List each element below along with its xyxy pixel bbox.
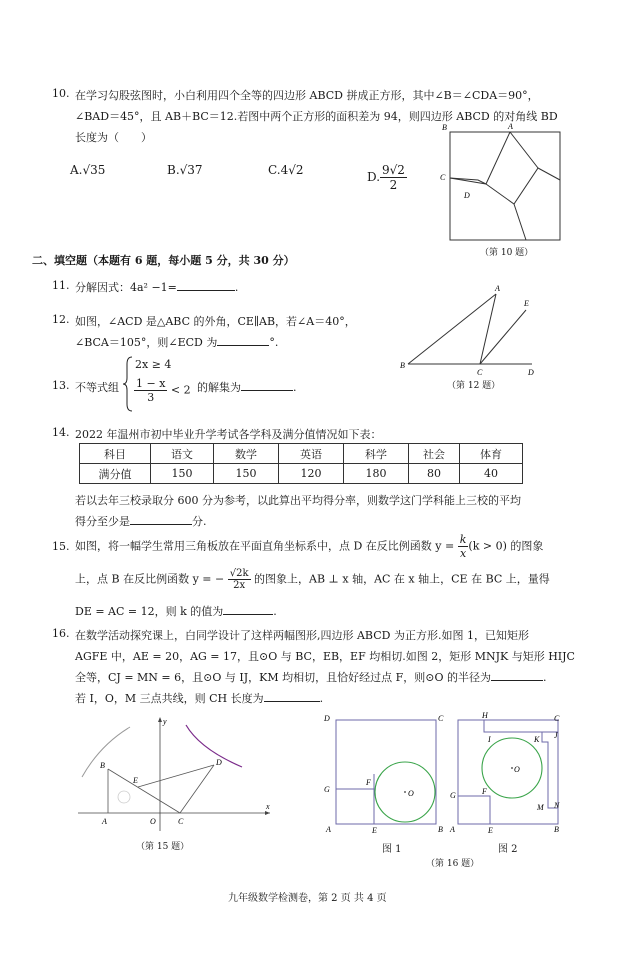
svg-text:y: y — [163, 717, 167, 726]
svg-text:x: x — [266, 802, 270, 811]
svg-text:K: K — [534, 735, 540, 744]
svg-text:A: A — [102, 817, 107, 826]
svg-text:C: C — [178, 817, 184, 826]
q15-line2b: 的图象上，AB ⊥ x 轴，AC 在 x 轴上，CE 在 BC 上，量得 — [254, 572, 550, 586]
table-header-cell: 英语 — [279, 444, 344, 464]
table-header-cell: 科学 — [344, 444, 409, 464]
q13-end: . — [293, 381, 297, 394]
q14-line2: 若以去年三校录取分 600 分为参考，以此算出平均得分率，则数学这门学科能上三校的平均 — [75, 494, 521, 507]
q16-line2: AGFE 中，AE = 20，AG = 17，且⊙O 与 BC，EB，EF 均相切.如图 2，矩形 MNJK 与矩形 HIJC — [75, 650, 575, 663]
q16-number: 16. — [52, 627, 70, 640]
q10-figure — [440, 124, 570, 246]
table-cell: 80 — [409, 464, 460, 484]
q16-line3 — [75, 669, 546, 685]
svg-text:N: N — [554, 801, 560, 810]
svg-text:C: C — [554, 714, 560, 723]
q15-prompt: DE = AC = 12，则 k 的值为 — [75, 605, 224, 618]
q12-line1: 如图，∠ACD 是△ABC 的外角，CE∥AB，若∠A＝40°， — [75, 315, 356, 328]
q12-figure — [400, 284, 545, 377]
q12-answer-blank[interactable] — [217, 334, 269, 346]
q13-suffix — [197, 379, 297, 395]
q11-number: 11. — [52, 279, 70, 292]
q15-caption: （第 15 题） — [136, 842, 190, 852]
q14-answer-blank[interactable] — [130, 513, 192, 525]
q10-option-a[interactable]: A.√35 — [70, 163, 106, 177]
q13-relation: < 2 — [170, 383, 191, 397]
q10-line2: ∠BAD＝45°，且 AB＋BC＝12.若图中两个正方形的面积差为 94，则四边形 ABCD 的对角线 BD — [75, 110, 558, 123]
q15-line1b: (k > 0) 的图象 — [468, 539, 544, 553]
svg-text:O: O — [514, 765, 520, 774]
q10-option-c[interactable]: C.4√2 — [268, 163, 304, 177]
svg-text:B: B — [400, 361, 405, 370]
table-header-cell: 数学 — [214, 444, 279, 464]
svg-text:D: D — [324, 714, 330, 723]
svg-text:F: F — [366, 778, 371, 787]
q13-suffix-text: 的解集为 — [197, 381, 241, 394]
q10-option-d-numerator: 9√2 — [382, 163, 405, 177]
q16-figure-2 — [450, 712, 575, 836]
q12-prompt: ∠BCA＝105°，则∠ECD 为 — [75, 336, 218, 349]
svg-text:G: G — [450, 791, 456, 800]
svg-text:D: D — [528, 368, 534, 377]
q14-prompt: 得分至少是 — [75, 515, 130, 528]
q11-text — [75, 279, 238, 295]
svg-text:C: C — [477, 368, 483, 377]
q11-prompt: 分解因式：4a² −1= — [75, 281, 177, 294]
svg-text:A: A — [450, 825, 455, 834]
svg-text:E: E — [488, 826, 493, 835]
svg-text:E: E — [133, 776, 138, 785]
svg-text:B: B — [442, 123, 447, 132]
q13-inequality-2 — [134, 377, 191, 404]
q16-line4 — [75, 690, 323, 706]
svg-text:M: M — [537, 803, 544, 812]
q15-number: 15. — [52, 540, 70, 553]
table-cell: 40 — [460, 464, 523, 484]
svg-text:D: D — [464, 191, 470, 200]
svg-text:D: D — [216, 758, 222, 767]
q13-number: 13. — [52, 379, 70, 392]
q15-end: . — [273, 605, 277, 618]
q10-option-d-denominator: 2 — [389, 178, 398, 192]
q15-line1 — [75, 533, 543, 560]
q15-answer-blank[interactable] — [223, 603, 273, 615]
svg-text:A: A — [495, 284, 500, 293]
svg-text:H: H — [482, 711, 488, 720]
q13-frac-numerator: 1 − x — [136, 377, 166, 390]
q16-prompt-radius: 全等，CJ = MN = 6，且⊙O 与 IJ，KM 均相切，且恰好经过点 F，则⊙O 的半径为 — [75, 671, 491, 684]
q15-figure — [70, 715, 275, 833]
q14-line3 — [75, 513, 207, 529]
q13-brace — [123, 356, 133, 412]
table-cell: 150 — [151, 464, 214, 484]
q16-line4-end: . — [319, 692, 324, 705]
q10-option-b[interactable]: B.√37 — [167, 163, 203, 177]
q13-frac-denominator: 3 — [147, 391, 155, 404]
q15-frac1-numerator: k — [459, 533, 467, 546]
q16-ch-blank[interactable] — [264, 690, 320, 702]
q12-line2 — [75, 334, 278, 350]
svg-text:B: B — [100, 761, 105, 770]
svg-text:B: B — [554, 825, 559, 834]
q16-figure-1-label: 图 1 — [382, 844, 402, 855]
q15-line3 — [75, 603, 277, 619]
table-cell: 满分值 — [80, 464, 151, 484]
svg-text:E: E — [372, 826, 377, 835]
table-cell: 120 — [279, 464, 344, 484]
q10-number: 10. — [52, 87, 70, 100]
q14-end: 分. — [192, 515, 207, 528]
section2-title: 二、填空题（本题有 6 题，每小题 5 分，共 30 分） — [32, 254, 295, 267]
svg-text:A: A — [326, 825, 331, 834]
svg-text:O: O — [150, 817, 156, 826]
q15-frac2-numerator: √2k — [229, 568, 249, 579]
q12-number: 12. — [52, 313, 70, 326]
q13-answer-blank[interactable] — [241, 379, 293, 391]
table-header-row — [80, 444, 523, 464]
q16-figure-2-label: 图 2 — [498, 844, 518, 855]
svg-text:A: A — [508, 122, 513, 131]
svg-text:O: O — [408, 789, 414, 798]
q16-line1: 在数学活动探究课上，白同学设计了这样两幅图形,四边形 ABCD 为正方形.如图 1，已知矩形 — [75, 629, 529, 642]
svg-text:B: B — [438, 825, 443, 834]
table-cell: 150 — [214, 464, 279, 484]
q11-answer-blank[interactable] — [177, 279, 235, 291]
q16-caption: （第 16 题） — [426, 859, 480, 869]
table-row — [80, 464, 523, 484]
q14-number: 14. — [52, 426, 70, 439]
q13-inequality-1: 2x ≥ 4 — [135, 358, 172, 371]
q10-line3: 长度为（ ） — [75, 131, 152, 144]
q10-line1: 在学习勾股弦图时，小白利用四个全等的四边形 ABCD 拼成正方形，其中∠B＝∠CDA＝90°， — [75, 89, 539, 102]
q15-frac2-denominator: 2x — [233, 580, 246, 591]
svg-text:I: I — [488, 735, 491, 744]
q16-line3-end: . — [542, 671, 547, 684]
table-header-cell: 科目 — [80, 444, 151, 464]
page-footer: 九年级数学检测卷，第 2 页 共 4 页 — [228, 893, 387, 904]
q15-line2a: 上，点 B 在反比例函数 y = − — [75, 572, 225, 586]
q10-caption: （第 10 题） — [480, 248, 534, 258]
svg-text:C: C — [438, 714, 444, 723]
table-header-cell: 语文 — [151, 444, 214, 464]
q12-caption: （第 12 题） — [447, 381, 501, 391]
table-header-cell: 社会 — [409, 444, 460, 464]
svg-text:F: F — [482, 787, 487, 796]
svg-text:G: G — [324, 785, 330, 794]
q13-prefix: 不等式组 — [75, 381, 119, 394]
q15-line1a: 如图，将一幅学生常用三角板放在平面直角坐标系中，点 D 在反比例函数 y = — [75, 539, 455, 553]
q14-line1: 2022 年温州市初中毕业升学考试各学科及满分值情况如下表： — [75, 428, 382, 441]
q10-option-d[interactable]: D. $\frac{9√2}{2}$ — [367, 163, 405, 192]
table-header-cell: 体育 — [460, 444, 523, 464]
q15-frac1-denominator: x — [459, 547, 467, 560]
q11-end: . — [234, 281, 239, 294]
q14-score-table — [79, 443, 523, 484]
q15-line2 — [75, 568, 550, 591]
q16-prompt-ch: 若 I，O，M 三点共线，则 CH 长度为 — [75, 692, 264, 705]
table-cell: 180 — [344, 464, 409, 484]
svg-text:C: C — [440, 173, 446, 182]
q16-figure-1 — [322, 712, 447, 836]
svg-text:J: J — [554, 731, 558, 740]
q16-radius-blank[interactable] — [491, 669, 543, 681]
q12-end: °. — [269, 336, 279, 349]
svg-text:E: E — [524, 299, 529, 308]
